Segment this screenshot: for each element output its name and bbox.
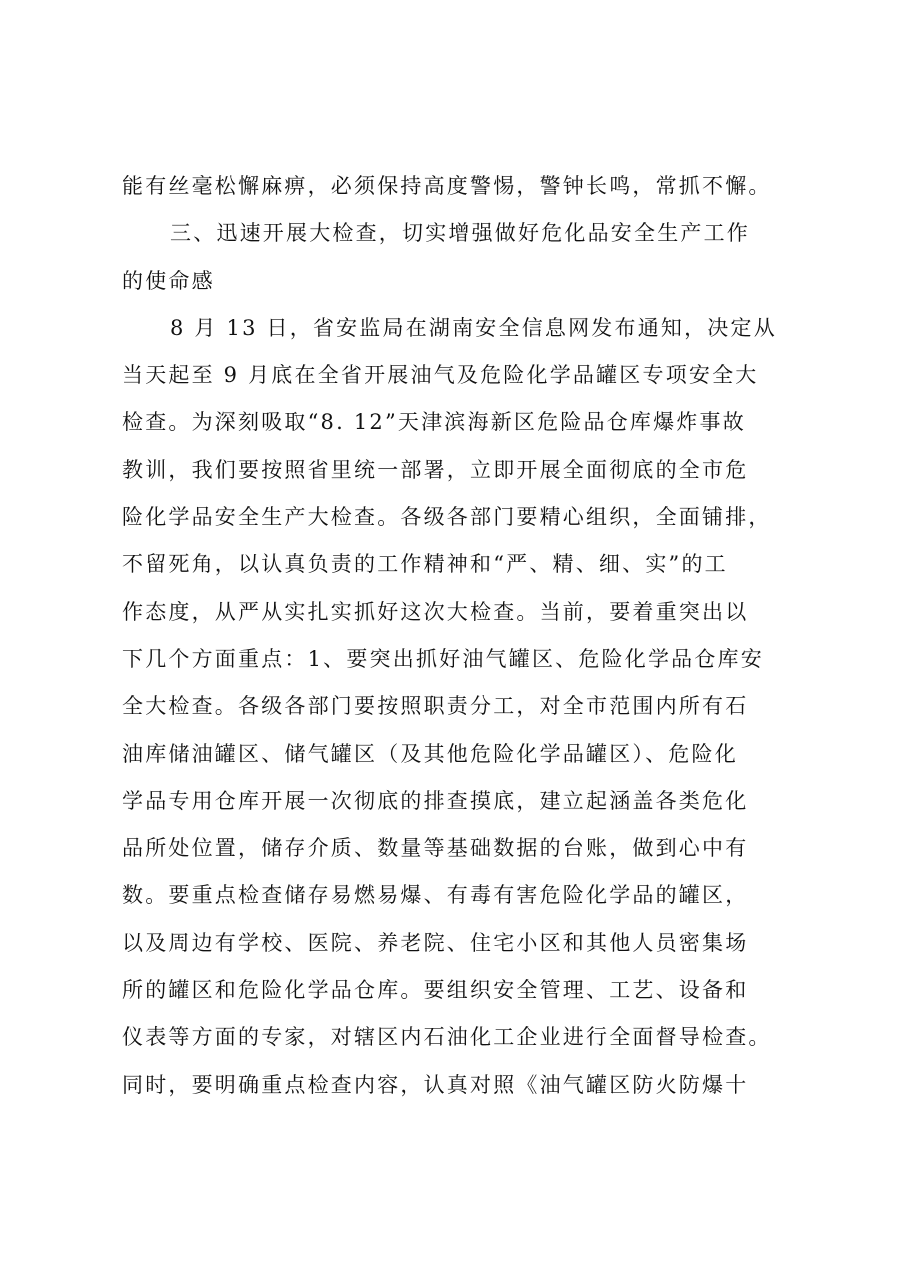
text-line: 当天起至 9 月底在全省开展油气及危险化学品罐区专项安全大 (122, 363, 759, 388)
text-line: 教训，我们要按照省里统一部署，立即开展全面彻底的全市危 (122, 457, 749, 482)
text-line: 检查。为深刻吸取“8. 12”天津滨海新区危险品仓库爆炸事故 (122, 410, 746, 435)
text-line: 同时，要明确重点检查内容，认真对照《油气罐区防火防爆十 (122, 1072, 749, 1097)
text-line: 仪表等方面的专家，对辖区内石油化工企业进行全面督导检查。 (122, 1025, 772, 1050)
text-line: 全大检查。各级各部门要按照职责分工，对全市范围内所有石 (122, 694, 749, 719)
section-heading-line: 三、迅速开展大检查，切实增强做好危化品安全生产工作 (170, 221, 750, 246)
text-line: 险化学品安全生产大检查。各级各部门要精心组织，全面铺排， (122, 505, 772, 530)
section-heading-line: 的使命感 (122, 268, 215, 293)
paragraph-first-line: 8 月 13 日，省安监局在湖南安全信息网发布通知，决定从 (170, 315, 777, 340)
text-line: 下几个方面重点：1、要突出抓好油气罐区、危险化学品仓库安 (122, 646, 764, 671)
text-line: 学品专用仓库开展一次彻底的排查摸底，建立起涵盖各类危化 (122, 788, 749, 813)
text-line: 作态度，从严从实扎实抓好这次大检查。当前，要着重突出以 (122, 599, 749, 624)
text-line: 所的罐区和危险化学品仓库。要组织安全管理、工艺、设备和 (122, 978, 749, 1003)
text-line: 以及周边有学校、医院、养老院、住宅小区和其他人员密集场 (122, 930, 749, 955)
text-line: 数。要重点检查储存易燃易爆、有毒有害危险化学品的罐区， (122, 883, 749, 908)
text-line: 品所处位置，储存介质、数量等基础数据的台账，做到心中有 (122, 836, 749, 861)
document-body (122, 163, 802, 1109)
text-line: 能有丝毫松懈麻痹，必须保持高度警惕，警钟长鸣，常抓不懈。 (122, 174, 772, 198)
text-line: 不留死角，以认真负责的工作精神和“严、精、细、实”的工 (122, 552, 728, 577)
text-line: 油库储油罐区、储气罐区（及其他危险化学品罐区）、危险化 (122, 741, 738, 766)
